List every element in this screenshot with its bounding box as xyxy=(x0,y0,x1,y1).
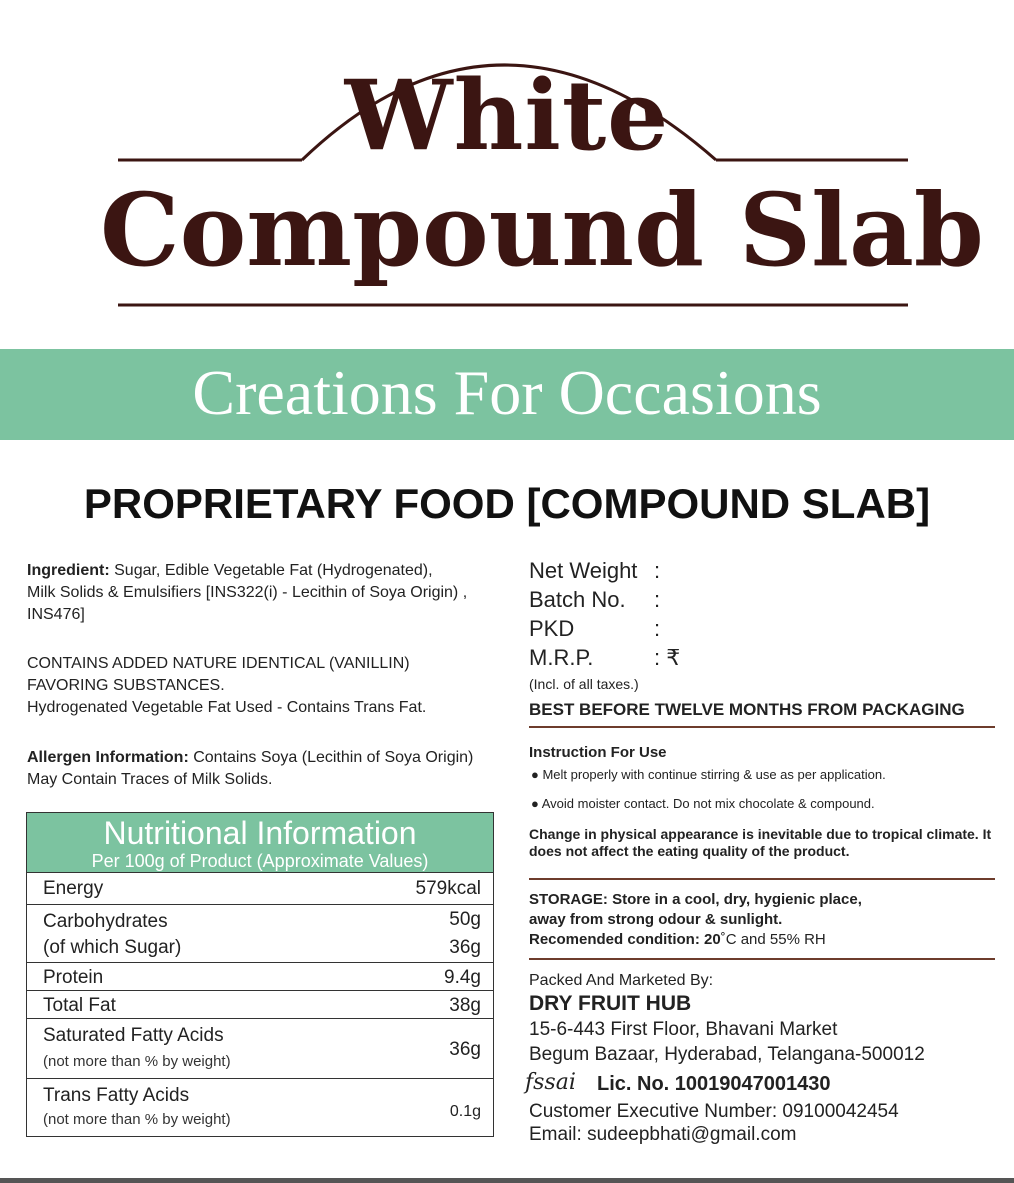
best-before: BEST BEFORE TWELVE MONTHS FROM PACKAGING xyxy=(529,700,965,719)
nutrition-value: 38g xyxy=(449,995,481,1016)
nutrition-value: 579kcal xyxy=(415,878,481,899)
nutrition-label: Saturated Fatty Acids xyxy=(43,1025,224,1046)
storage-text-2: away from strong odour & sunlight. xyxy=(529,911,783,928)
storage-condition-label: Recomended condition: 20 xyxy=(529,931,721,948)
nutrition-row-sugar xyxy=(27,933,493,963)
nutrition-label: Carbohydrates xyxy=(43,911,168,932)
nutrition-value: 50g xyxy=(449,909,481,930)
net-weight-label: Net Weight xyxy=(529,558,638,583)
address-line-1: 15-6-443 First Floor, Bhavani Market xyxy=(529,1019,838,1040)
pkd-label: PKD xyxy=(529,616,575,641)
contains-line-3: Hydrogenated Vegetable Fat Used - Contains Trans Fat. xyxy=(27,699,427,716)
storage-condition-value: ˚C and 55% RH xyxy=(720,931,826,948)
ingredients-text-3: INS476] xyxy=(27,606,85,623)
nutrition-row-total-fat xyxy=(27,991,493,1019)
nutrition-row-energy xyxy=(27,873,493,905)
fssai-logo: fssai xyxy=(525,1070,576,1095)
pkd-colon: : xyxy=(654,616,661,641)
tagline-band xyxy=(0,349,1014,440)
nutrition-note: (not more than % by weight) xyxy=(43,1111,231,1128)
nutrition-row-trans-fat xyxy=(27,1079,493,1137)
instructions-heading: Instruction For Use xyxy=(529,744,667,761)
license-number: Lic. No. 10019047001430 xyxy=(597,1073,831,1095)
batch-colon: : xyxy=(654,587,661,612)
nutrition-label: Total Fat xyxy=(43,995,116,1016)
instruction-item: ● Avoid moister contact. Do not mix chocolate & compound. xyxy=(531,796,875,811)
divider xyxy=(529,878,995,880)
nutrition-note: (not more than % by weight) xyxy=(43,1053,231,1070)
nutrition-value: 0.1g xyxy=(449,1103,481,1120)
storage-block xyxy=(529,890,999,950)
ingredients-block xyxy=(27,560,507,626)
bottom-border xyxy=(0,1178,1014,1183)
nutrition-label: Energy xyxy=(43,878,104,899)
product-meta xyxy=(529,558,999,698)
nutrition-row-protein xyxy=(27,963,493,991)
mrp-label: M.R.P. xyxy=(529,645,594,670)
nutrition-header xyxy=(27,813,493,873)
nutrition-row-saturated-fat xyxy=(27,1019,493,1079)
nutrition-value: 9.4g xyxy=(444,967,481,988)
ingredients-text-1: Sugar, Edible Vegetable Fat (Hydrogenated), xyxy=(109,562,433,579)
mrp-colon: : ₹ xyxy=(654,645,681,670)
divider xyxy=(529,958,995,960)
allergen-block xyxy=(27,747,507,791)
contains-line-2: FAVORING SUBSTANCES. xyxy=(27,677,225,694)
nutrition-title: Nutritional Information xyxy=(103,815,417,851)
ingredients-label: Ingredient: xyxy=(27,562,110,579)
appearance-note: Change in physical appearance is inevitable due to tropical climate. It does not affect the eating quality of the product. xyxy=(529,826,992,859)
allergen-label: Allergen Information: xyxy=(27,749,189,766)
instruction-item: ● Melt properly with continue stirring & use as per application. xyxy=(531,767,886,782)
storage-text-1: Store in a cool, dry, hygienic place, xyxy=(607,891,862,908)
nutrition-label: Protein xyxy=(43,967,104,988)
customer-phone: Customer Executive Number: 09100042454 xyxy=(529,1101,899,1122)
batch-label: Batch No. xyxy=(529,587,626,612)
net-weight-colon: : xyxy=(654,558,661,583)
nutrition-row-carbohydrates xyxy=(27,905,493,933)
product-heading: PROPRIETARY FOOD [COMPOUND SLAB] xyxy=(83,480,931,527)
address-line-2: Begum Bazaar, Hyderabad, Telangana-500012 xyxy=(529,1044,925,1065)
contact-email: Email: sudeepbhati@gmail.com xyxy=(529,1124,797,1145)
contains-block xyxy=(27,653,507,719)
packed-by-heading: Packed And Marketed By: xyxy=(529,972,714,989)
storage-label: STORAGE: xyxy=(529,891,608,908)
nutrition-table xyxy=(26,812,494,1137)
taxes-note: (Incl. of all taxes.) xyxy=(529,676,639,692)
divider xyxy=(529,726,995,728)
ingredients-text-2: Milk Solids & Emulsifiers [INS322(i) - Lecithin of Soya Origin) , xyxy=(27,584,468,601)
contains-line-1: CONTAINS ADDED NATURE IDENTICAL (VANILLIN) xyxy=(27,655,410,672)
nutrition-value: 36g xyxy=(449,1039,481,1060)
allergen-text-2: May Contain Traces of Milk Solids. xyxy=(27,771,273,788)
title-line-white: White xyxy=(344,59,670,172)
nutrition-value: 36g xyxy=(449,937,481,958)
nutrition-label: (of which Sugar) xyxy=(43,937,182,958)
tagline: Creations For Occasions xyxy=(192,357,822,428)
nutrition-label: Trans Fatty Acids xyxy=(43,1085,190,1106)
allergen-text-1: Contains Soya (Lecithin of Soya Origin) xyxy=(188,749,474,766)
title-line-compound-slab: Compound Slab xyxy=(100,171,984,289)
company-name: DRY FRUIT HUB xyxy=(529,992,692,1015)
nutrition-subtitle: Per 100g of Product (Approximate Values) xyxy=(91,851,429,871)
